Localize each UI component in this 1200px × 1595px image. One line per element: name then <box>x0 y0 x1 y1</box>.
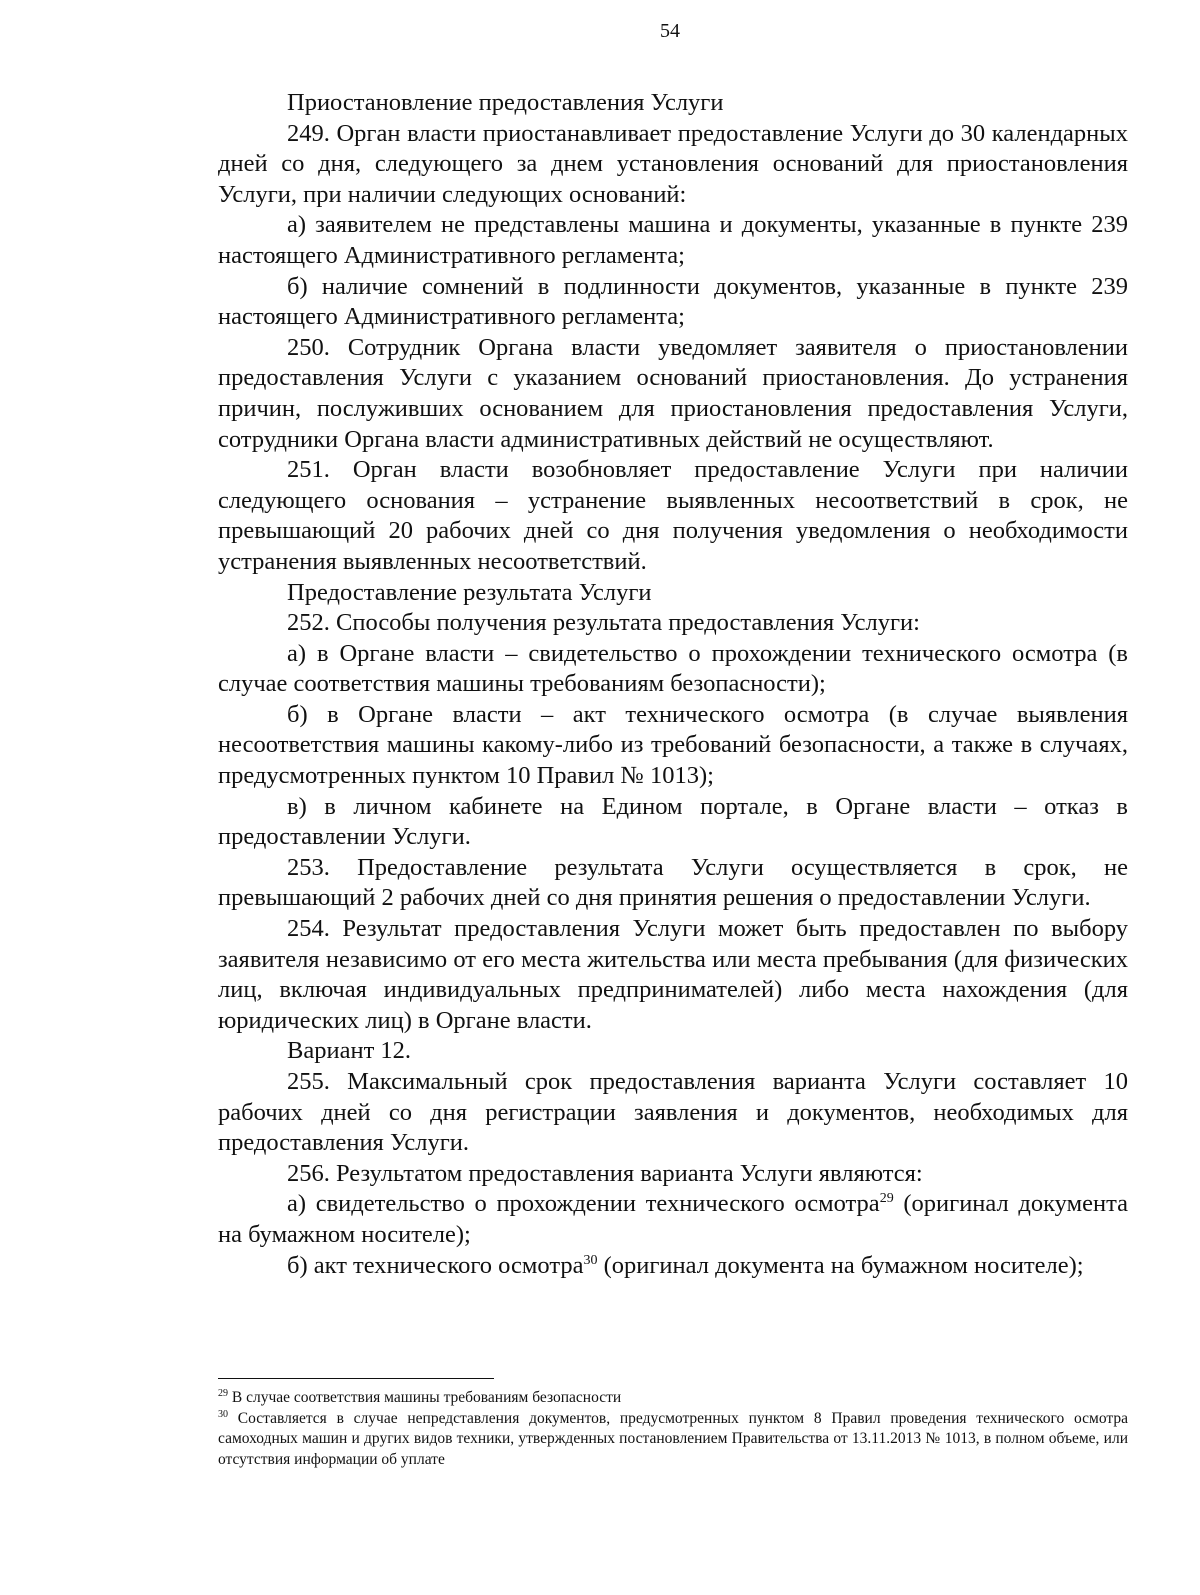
paragraph-250: 250. Сотрудник Органа власти уведомляет заявителя о приостановлении предоставления Услуги с указанием оснований приостановления. До устранения причин, послуживших основанием для приостановления предоставления Услуги, сотрудники Органа власти административных действий не осуществляют. <box>218 333 1128 453</box>
paragraph-256: 256. Результатом предоставления варианта Услуги являются: <box>287 1159 923 1187</box>
paragraph-256-item-a <box>218 1189 1128 1250</box>
paragraph-249-item-a: а) заявителем не представлены машина и документы, указанные в пункте 239 настоящего Административного регламента; <box>218 211 1128 269</box>
footnote-ref-29: 29 <box>879 1191 894 1207</box>
page-number: 54 <box>660 20 680 42</box>
paragraph-249-item-b: б) наличие сомнений в подлинности документов, указанные в пункте 239 настоящего Административного регламента; <box>218 272 1128 331</box>
item-a-text: а) свидетельство о прохождении технического осмотра <box>287 1190 880 1218</box>
footnote-marker-30: 30 <box>218 1408 228 1420</box>
document-body <box>218 88 1128 1281</box>
paragraph-255: 255. Максимальный срок предоставления варианта Услуги составляет 10 рабочих дней со дня регистрации заявления и документов, необходимых для предоставления Услуги. <box>218 1068 1128 1157</box>
footnote-marker-29: 29 <box>218 1387 228 1399</box>
paragraph-252-item-c: в) в личном кабинете на Едином портале, в Органе власти – отказ в предоставлении Услуги. <box>218 792 1128 851</box>
paragraph-251: 251. Орган власти возобновляет предоставление Услуги при наличии следующего основания – устранение выявленных несоответствий в срок, не превышающий 20 рабочих дней со дня получения уведомления о необходимости устранения выявленных несоответствий. <box>218 456 1128 575</box>
paragraph-252-item-b: б) в Органе власти – акт технического осмотра (в случае выявления несоответствия машины какому-либо из требований безопасности, а также в случаях, предусмотренных пунктом 10 Правил № 1013); <box>218 700 1128 790</box>
paragraph-256-item-b <box>218 1251 1128 1282</box>
paragraph-254: 254. Результат предоставления Услуги может быть предоставлен по выбору заявителя независимо от его места жительства или места пребывания (для физических лиц, включая индивидуальных предпринимателей) либо места нахождения (для юридических лиц) в Органе власти. <box>218 915 1128 1034</box>
item-b-tail: (оригинал документа на бумажном носителе); <box>597 1251 1084 1279</box>
footnotes <box>218 1388 1128 1470</box>
footnote-30-text: Составляется в случае непредставления документов, предусмотренных пунктом 8 Правил проведения технического осмотра самоходных машин и других видов техники, утвержденных постановлением Правительства от 13.11.2013 № 1013, в полном объеме, или отсутствия информации об уплате <box>218 1409 1128 1468</box>
footnote-30 <box>218 1409 1128 1471</box>
footnote-separator <box>218 1378 494 1379</box>
section-heading-result: Предоставление результата Услуги <box>287 578 652 606</box>
variant-heading: Вариант 12. <box>287 1037 412 1065</box>
section-heading-suspension: Приостановление предоставления Услуги <box>287 89 724 116</box>
paragraph-249: 249. Орган власти приостанавливает предоставление Услуги до 30 календарных дней со дня, следующего за днем установления оснований для приостановления Услуги, при наличии следующих оснований: <box>218 119 1128 208</box>
footnote-29 <box>218 1388 1128 1409</box>
item-b-text: б) акт технического осмотра <box>287 1251 584 1279</box>
item-a-tail: (оригинал документа на бумажном носителе); <box>218 1190 1128 1248</box>
paragraph-252: 252. Способы получения результата предоставления Услуги: <box>287 609 920 637</box>
paragraph-253: 253. Предоставление результата Услуги осуществляется в срок, не превышающий 2 рабочих дней со дня принятия решения о предоставлении Услуги. <box>218 853 1128 912</box>
footnote-ref-30: 30 <box>583 1252 598 1268</box>
footnote-29-text: В случае соответствия машины требованиям безопасности <box>228 1389 622 1406</box>
paragraph-252-item-a: а) в Органе власти – свидетельство о прохождении технического осмотра (в случае соответствия машины требованиям безопасности); <box>218 639 1128 698</box>
